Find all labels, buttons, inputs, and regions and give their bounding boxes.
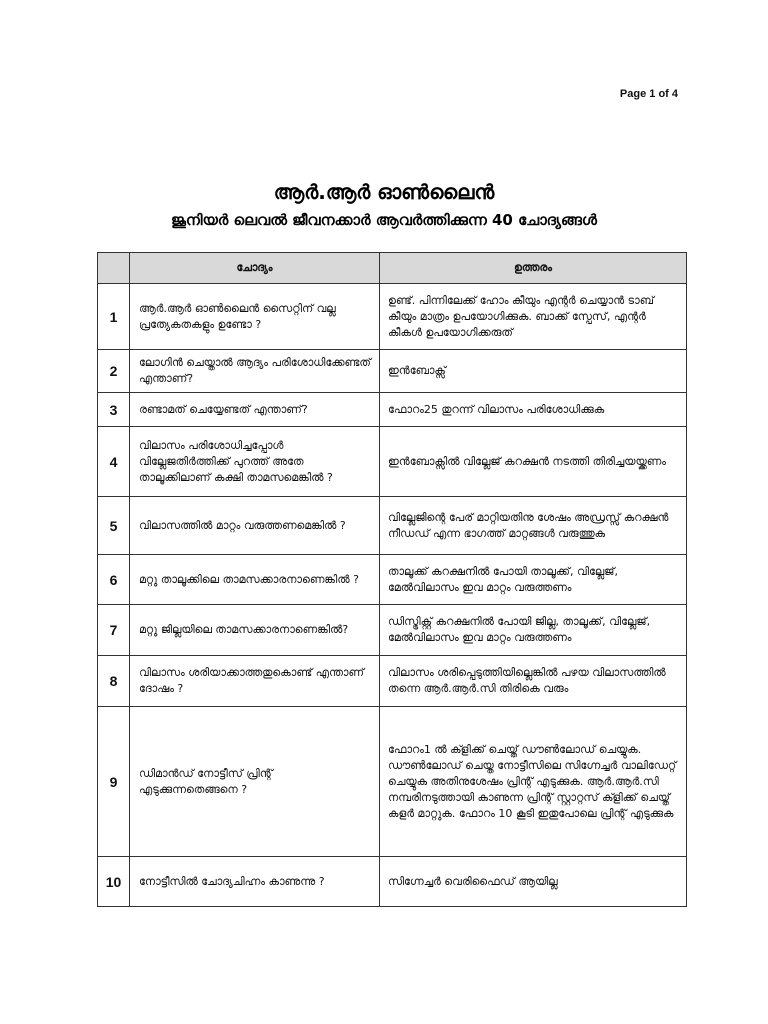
column-header-question: ചോദ്യം	[130, 253, 380, 284]
table-row	[98, 427, 687, 497]
table-row	[98, 707, 687, 857]
table-row	[98, 497, 687, 555]
table-row	[98, 350, 687, 393]
answer-cell: വിലാസം ശരിപ്പെടുത്തിയില്ലെങ്കിൽ പഴയ വിലാസത്തിൽ തന്നെ ആർ.ആർ.സി തിരികെ വരും	[380, 656, 687, 707]
question-cell: മറ്റു ജില്ലയിലെ താമസക്കാരനാണെങ്കിൽ?	[130, 605, 380, 656]
question-cell: മറ്റു താലൂക്കിലെ താമസക്കാരനാണെങ്കിൽ ?	[130, 555, 380, 605]
row-number: 1	[98, 284, 130, 350]
document-subtitle: ജൂനിയർ ലെവൽ ജീവനക്കാർ ആവർത്തിക്കുന്ന 40 ചോദ്യങ്ങൾ	[171, 211, 597, 229]
table-header-row	[98, 253, 687, 284]
row-number: 6	[98, 555, 130, 605]
question-cell: രണ്ടാമത് ചെയ്യേണ്ടത് എന്താണ്?	[130, 393, 380, 427]
answer-cell: ഫോറം1 ൽ ക്ളിക്ക് ചെയ്ത് ഡൗൺലോഡ് ചെയ്യുക. ഡൗൺലോഡ് ചെയ്ത നോട്ടീസിലെ സിഗ്നേച്ചർ വാലിഡേറ്റ് ചെയ്യുക അതിനുശേഷം പ്രിന്റ് എടുക്കുക. ആർ.ആർ.സി നമ്പരിനടുത്തായി കാണുന്ന പ്രിന്റ് സ്റ്റാറ്റസ് ക്ളിക്ക് ചെയ്ത് കളർ മാറ്റുക. ഫോറം 10 കൂടി ഇതുപോലെ പ്രിന്റ് എടുക്കുക	[380, 707, 687, 857]
answer-cell: ഇൻബോക്സിൽ വില്ലേജ് കറക്ഷൻ നടത്തി തിരിച്ചയയ്ക്കണം	[380, 427, 687, 497]
table-row	[98, 284, 687, 350]
table-row	[98, 555, 687, 605]
row-number: 8	[98, 656, 130, 707]
answer-cell: സിഗ്നേച്ചർ വെരിഫൈഡ് ആയില്ല	[380, 857, 687, 907]
answer-cell: ഉണ്ട്. പിന്നിലേക്ക് ഹോം കീയും എന്റർ ചെയ്യാൻ ടാബ് കീയും മാത്രം ഉപയോഗിക്കുക. ബാക്ക് സ്പേസ്, എന്റർ കീകൾ ഉപയോഗിക്കരുത്	[380, 284, 687, 350]
question-cell: വിലാസത്തിൽ മാറ്റം വരുത്തണമെങ്കിൽ ?	[130, 497, 380, 555]
table-row	[98, 857, 687, 907]
document-title: ആർ.ആർ ഓൺലൈൻ	[273, 180, 495, 204]
row-number: 4	[98, 427, 130, 497]
answer-cell: ഇൻബോക്സ്	[380, 350, 687, 393]
question-cell: വിലാസം ശരിയാക്കാത്തതുകൊണ്ട് എന്താണ് ദോഷം ?	[130, 656, 380, 707]
column-header-answer: ഉത്തരം	[380, 253, 687, 284]
faq-table	[97, 252, 687, 907]
row-number: 5	[98, 497, 130, 555]
row-number: 10	[98, 857, 130, 907]
row-number: 2	[98, 350, 130, 393]
question-cell: ഡിമാൻഡ് നോട്ടീസ് പ്രിന്റ് എടുക്കുന്നതെങ്ങനെ ?	[130, 707, 380, 857]
row-number: 3	[98, 393, 130, 427]
question-cell: വിലാസം പരിശോധിച്ചപ്പോൾ വില്ലേജതിർത്തിക്ക് പുറത്ത് അതേ താലൂക്കിലാണ് കക്ഷി താമസമെങ്കിൽ ?	[130, 427, 380, 497]
page-number: Page 1 of 4	[619, 88, 678, 100]
question-cell: നോട്ടീസിൽ ചോദ്യചിഹ്നം കാണുന്നു ?	[130, 857, 380, 907]
question-cell: ആർ.ആർ ഓൺലൈൻ സൈറ്റിന് വല്ല പ്രത്യേകതകളും ഉണ്ടോ ?	[130, 284, 380, 350]
row-number: 7	[98, 605, 130, 656]
table-row	[98, 393, 687, 427]
answer-cell: ഫോറം25 തുറന്ന് വിലാസം പരിശോധിക്കുക	[380, 393, 687, 427]
answer-cell: വില്ലേജിന്റെ പേര് മാറ്റിയതിനു ശേഷം അഡ്രസ്സ് കറക്ഷൻ നീഡഡ് എന്ന ഭാഗത്ത് മാറ്റങ്ങൾ വരുത്തുക	[380, 497, 687, 555]
question-cell: ലോഗിൻ ചെയ്താൽ ആദ്യം പരിശോധിക്കേണ്ടത് എന്താണ്?	[130, 350, 380, 393]
table-row	[98, 656, 687, 707]
table-row	[98, 605, 687, 656]
answer-cell: താലൂക്ക് കറക്ഷനിൽ പോയി താലൂക്ക്, വില്ലേജ്, മേൽവിലാസം ഇവ മാറ്റം വരുത്തണം	[380, 555, 687, 605]
column-header-number	[98, 253, 130, 284]
answer-cell: ഡിസ്ട്രിക്റ്റ് കറക്ഷനിൽ പോയി ജില്ല, താലൂക്ക്, വില്ലേജ്, മേൽവിലാസം ഇവ മാറ്റം വരുത്തണം	[380, 605, 687, 656]
row-number: 9	[98, 707, 130, 857]
